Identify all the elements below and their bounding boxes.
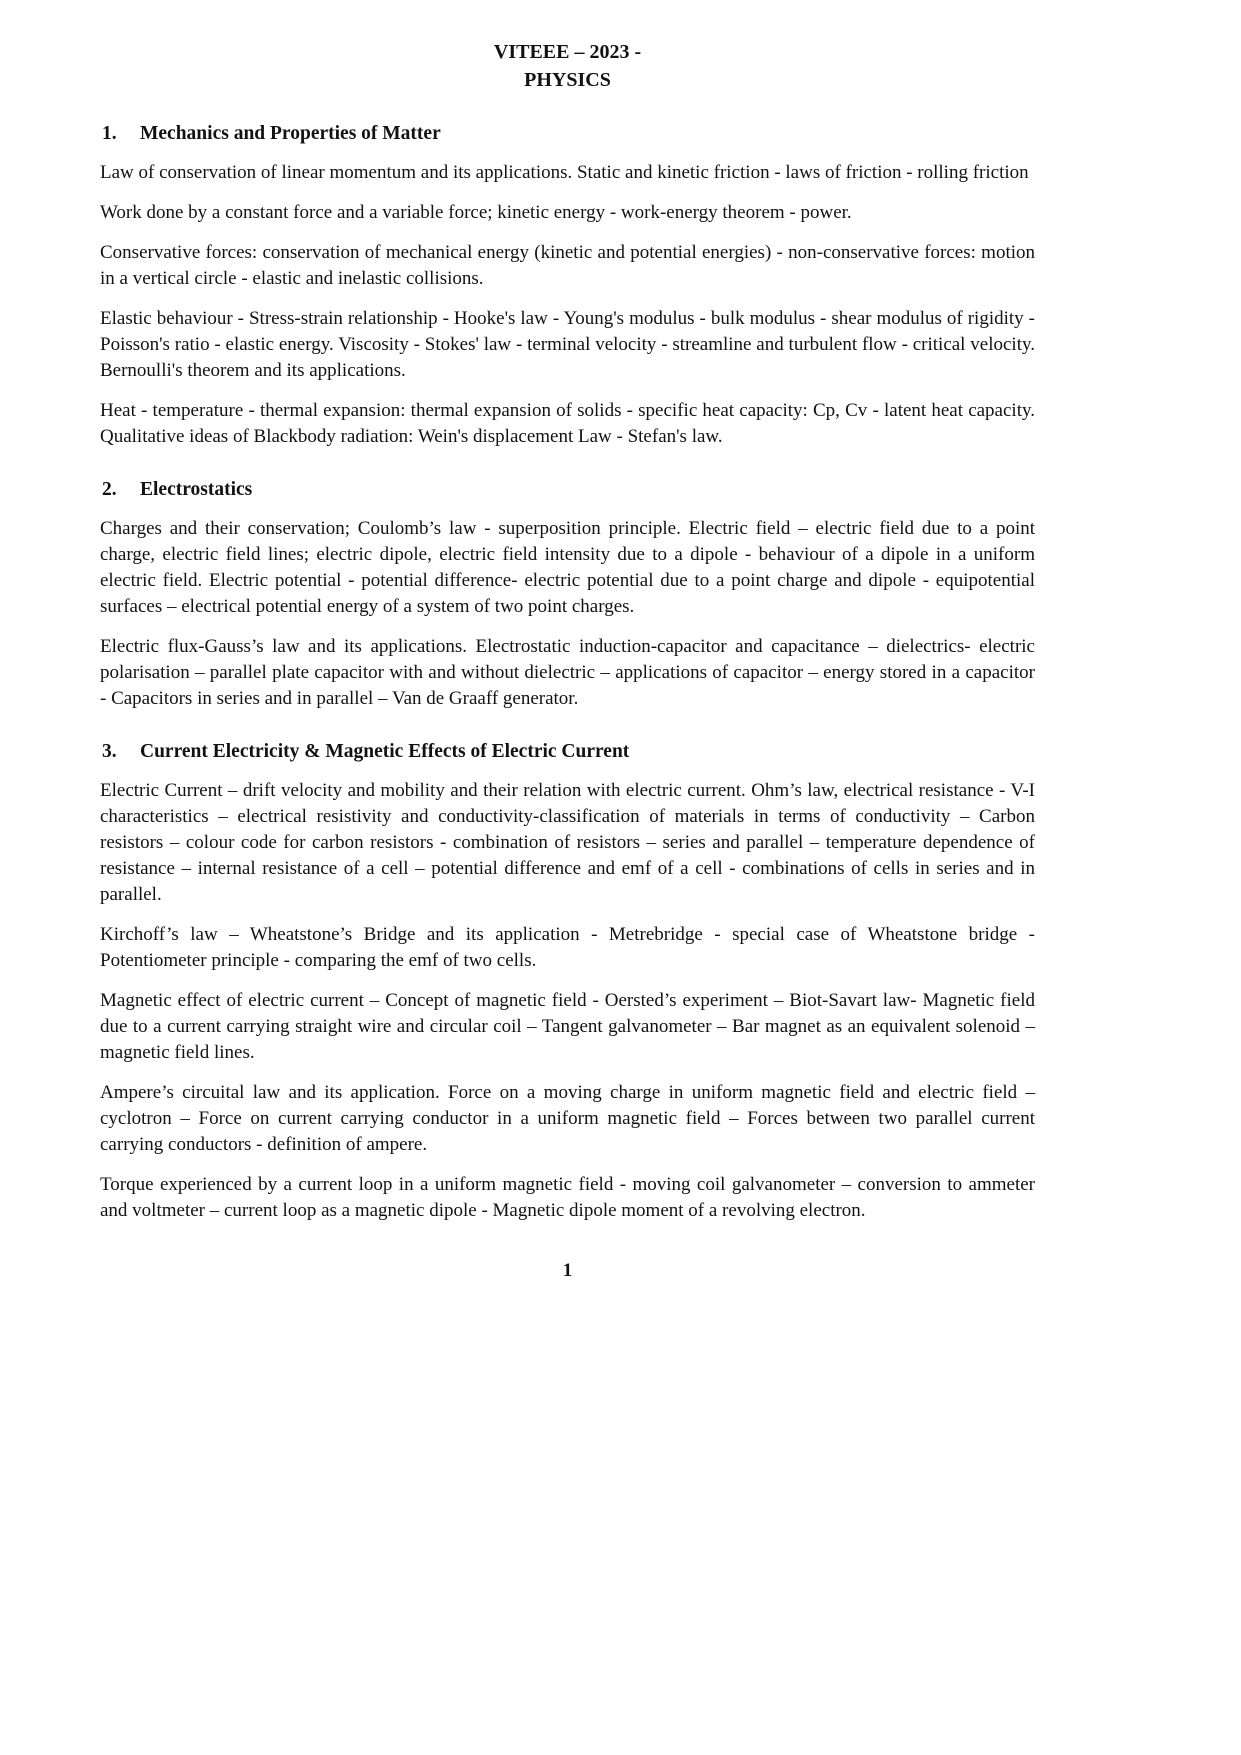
section-heading — [102, 121, 1035, 147]
page-number: 1 — [562, 1260, 573, 1281]
section-number: 1. — [102, 123, 117, 144]
syllabus-paragraph: Electric Current – drift velocity and mobility and their relation with electric current. Ohm’s law, electrical resistance - V-I characteristics – electrical resistivity and conductivity-classification of materials in terms of conductivity – Carbon resistors – colour code for carbon resistors - combination of resistors – series and parallel – temperature dependence of resistance – internal resistance of a cell – potential difference and emf of a cell - combinations of cells in series and in parallel. — [100, 780, 1035, 905]
section-heading-text: Electrostatics — [140, 479, 253, 500]
document-title — [100, 38, 1035, 94]
syllabus-paragraph: Conservative forces: conservation of mechanical energy (kinetic and potential energies) - non-conservative forces: motion in a vertical circle - elastic and inelastic collisions. — [100, 242, 1035, 289]
syllabus-paragraph: Charges and their conservation; Coulomb’s law - superposition principle. Electric field – electric field due to a point charge, electric field lines; electric dipole, electric field intensity due to a dipole - behaviour of a dipole in a uniform electric field. Electric potential - potential difference- electric potential due to a point charge and dipole - equipotential surfaces – electrical potential energy of a system of two point charges. — [100, 518, 1035, 617]
syllabus-paragraph: Magnetic effect of electric current – Concept of magnetic field - Oersted’s experiment – Biot-Savart law- Magnetic field due to a current carrying straight wire and circular coil – Tangent galvanometer – Bar magnet as an equivalent solenoid – magnetic field lines. — [100, 990, 1035, 1063]
syllabus-paragraph: Law of conservation of linear momentum and its applications. Static and kinetic friction - laws of friction - rolling friction — [100, 162, 1029, 183]
section-heading-text: Mechanics and Properties of Matter — [140, 123, 441, 144]
syllabus-paragraph: Heat - temperature - thermal expansion: thermal expansion of solids - specific heat capacity: Cp, Cv - latent heat capacity. Qualitative ideas of Blackbody radiation: Wein's displacement Law - Stefan's law. — [100, 400, 1035, 447]
syllabus-paragraph: Electric flux-Gauss’s law and its applications. Electrostatic induction-capacitor and capacitance – dielectrics- electric polarisation – parallel plate capacitor with and without dielectric – applications of capacitor – energy stored in a capacitor - Capacitors in series and in parallel – Van de Graaff generator. — [100, 636, 1035, 709]
section-mechanics — [100, 121, 1035, 450]
section-heading-text: Current Electricity & Magnetic Effects of Electric Current — [140, 741, 630, 762]
syllabus-paragraph: Ampere’s circuital law and its application. Force on a moving charge in uniform magnetic field and electric field – cyclotron – Force on current carrying conductor in a uniform magnetic field – Forces between two parallel current carrying conductors - definition of ampere. — [100, 1082, 1035, 1155]
section-heading — [102, 739, 1035, 765]
document-title-line2: PHYSICS — [524, 69, 611, 91]
syllabus-paragraph: Work done by a constant force and a variable force; kinetic energy - work-energy theorem - power. — [100, 202, 852, 223]
document-title-line1: VITEEE – 2023 - — [493, 41, 642, 63]
section-number: 3. — [102, 741, 117, 762]
section-electrostatics — [100, 477, 1035, 712]
section-heading — [102, 477, 1035, 503]
section-number: 2. — [102, 479, 117, 500]
syllabus-paragraph: Torque experienced by a current loop in a uniform magnetic field - moving coil galvanometer – conversion to ammeter and voltmeter – current loop as a magnetic dipole - Magnetic dipole moment of a revolving electron. — [100, 1174, 1035, 1221]
syllabus-paragraph: Kirchoff’s law – Wheatstone’s Bridge and its application - Metrebridge - special case of Wheatstone bridge - Potentiometer principle - comparing the emf of two cells. — [100, 924, 1035, 971]
syllabus-paragraph: Elastic behaviour - Stress-strain relationship - Hooke's law - Young's modulus - bulk modulus - shear modulus of rigidity - Poisson's ratio - elastic energy. Viscosity - Stokes' law - terminal velocity - streamline and turbulent flow - critical velocity. Bernoulli's theorem and its applications. — [100, 308, 1035, 381]
section-current-electricity — [100, 739, 1035, 1224]
